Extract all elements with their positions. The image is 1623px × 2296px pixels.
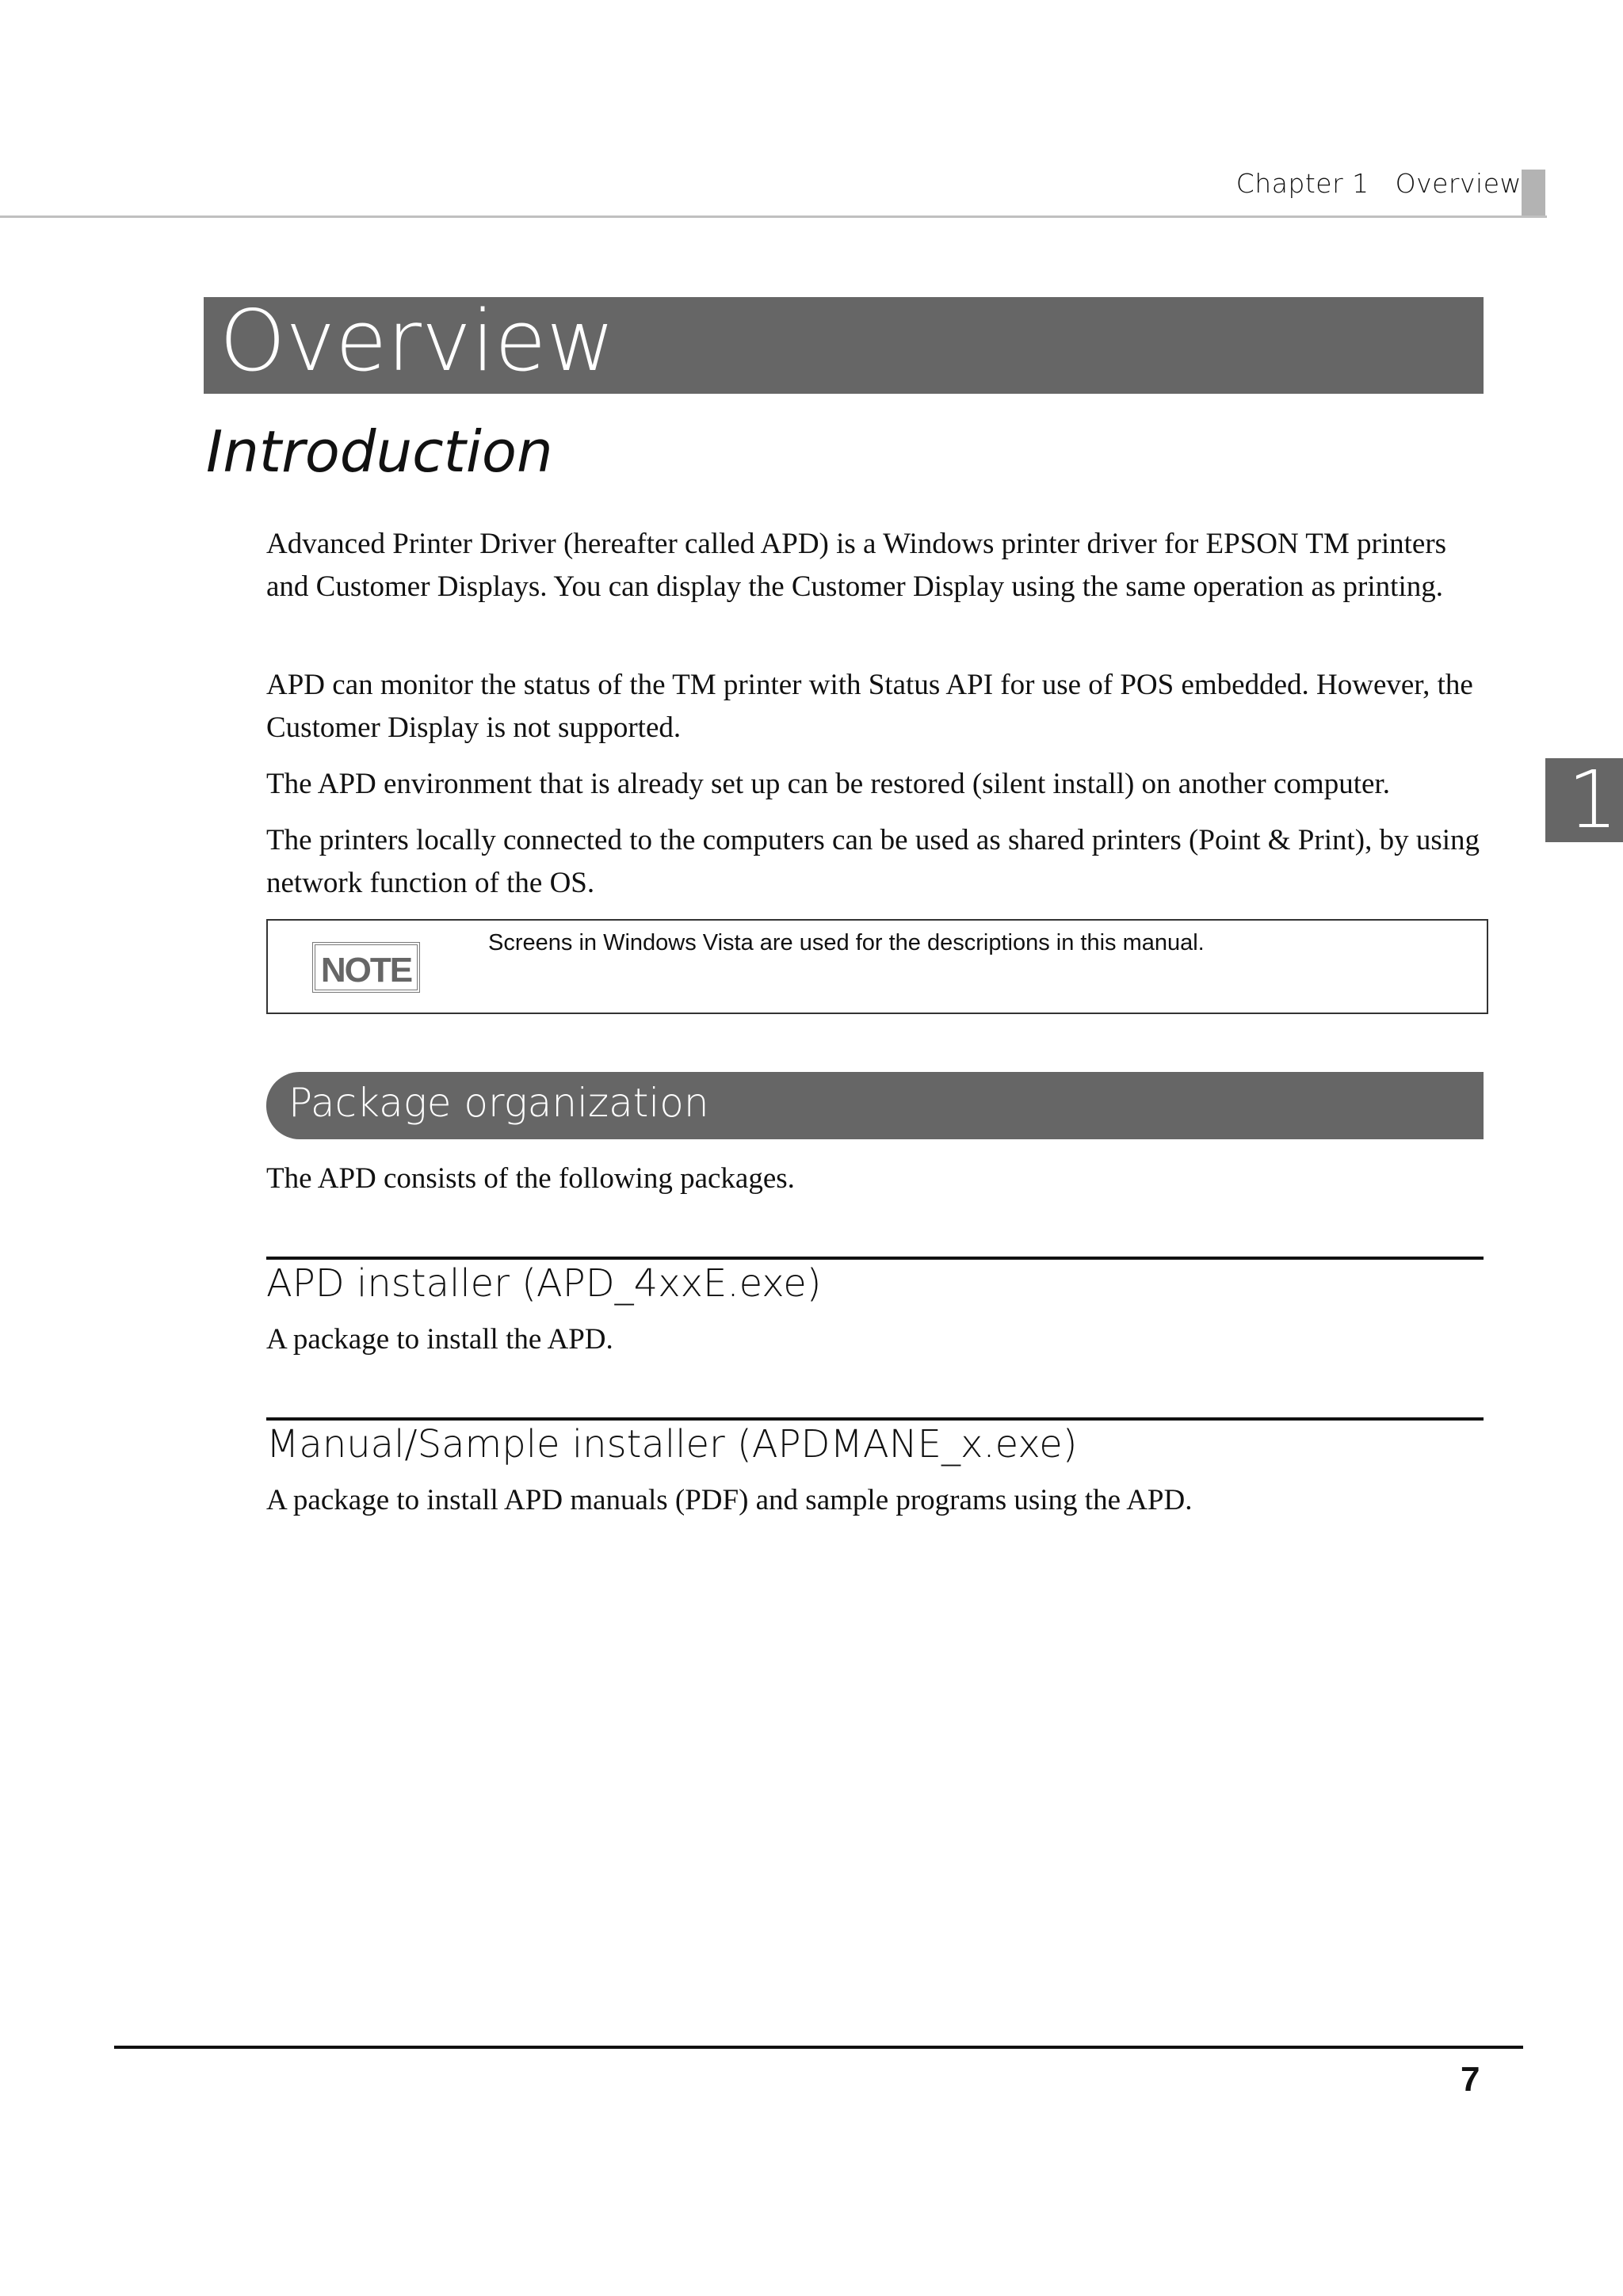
paragraph: Advanced Printer Driver (hereafter called APD) is a Windows printer driver for EPSON TM printers and Customer Displays. You can display the Customer Display using the same operation as printing. bbox=[266, 528, 1447, 603]
chapter-title: Overview bbox=[220, 292, 616, 390]
paragraph: APD can monitor the status of the TM printer with Status API for use of POS embedded. However, the Customer Display is not supported. bbox=[266, 669, 1473, 744]
paragraph: The APD environment that is already set up can be restored (silent install) on another computer. bbox=[266, 768, 1390, 800]
note-text: Screens in Windows Vista are used for the descriptions in this manual. bbox=[488, 930, 1205, 955]
chapter-title-bar bbox=[204, 292, 1484, 394]
note-icon: NOTE bbox=[312, 942, 420, 993]
package-desc: A package to install the APD. bbox=[266, 1323, 613, 1356]
package-title: Manual/Sample installer (APDMANE_x.exe) bbox=[266, 1422, 1078, 1466]
page-number: 7 bbox=[1461, 2060, 1480, 2099]
package-desc: A package to install APD manuals (PDF) and sample programs using the APD. bbox=[266, 1484, 1193, 1516]
section-heading: Introduction bbox=[206, 418, 553, 485]
divider bbox=[266, 1257, 1484, 1260]
header-tab-marker bbox=[1522, 170, 1545, 215]
paragraph: The printers locally connected to the computers can be used as shared printers (Point & Print), by using network function of the OS. bbox=[266, 824, 1480, 899]
subsection-heading: Package organization bbox=[288, 1080, 709, 1126]
subsection-bar bbox=[266, 1072, 1484, 1139]
chapter-tab-number: 1 bbox=[1568, 753, 1618, 846]
note-box bbox=[266, 919, 1488, 1014]
header-divider bbox=[0, 215, 1547, 218]
running-header: Chapter 1 Overview bbox=[1235, 168, 1522, 199]
chapter-tab bbox=[1545, 753, 1623, 846]
footer-divider bbox=[114, 2046, 1523, 2049]
package-title: APD installer (APD_4xxE.exe) bbox=[266, 1261, 822, 1306]
paragraph: The APD consists of the following packages. bbox=[266, 1162, 795, 1195]
divider bbox=[266, 1417, 1484, 1421]
